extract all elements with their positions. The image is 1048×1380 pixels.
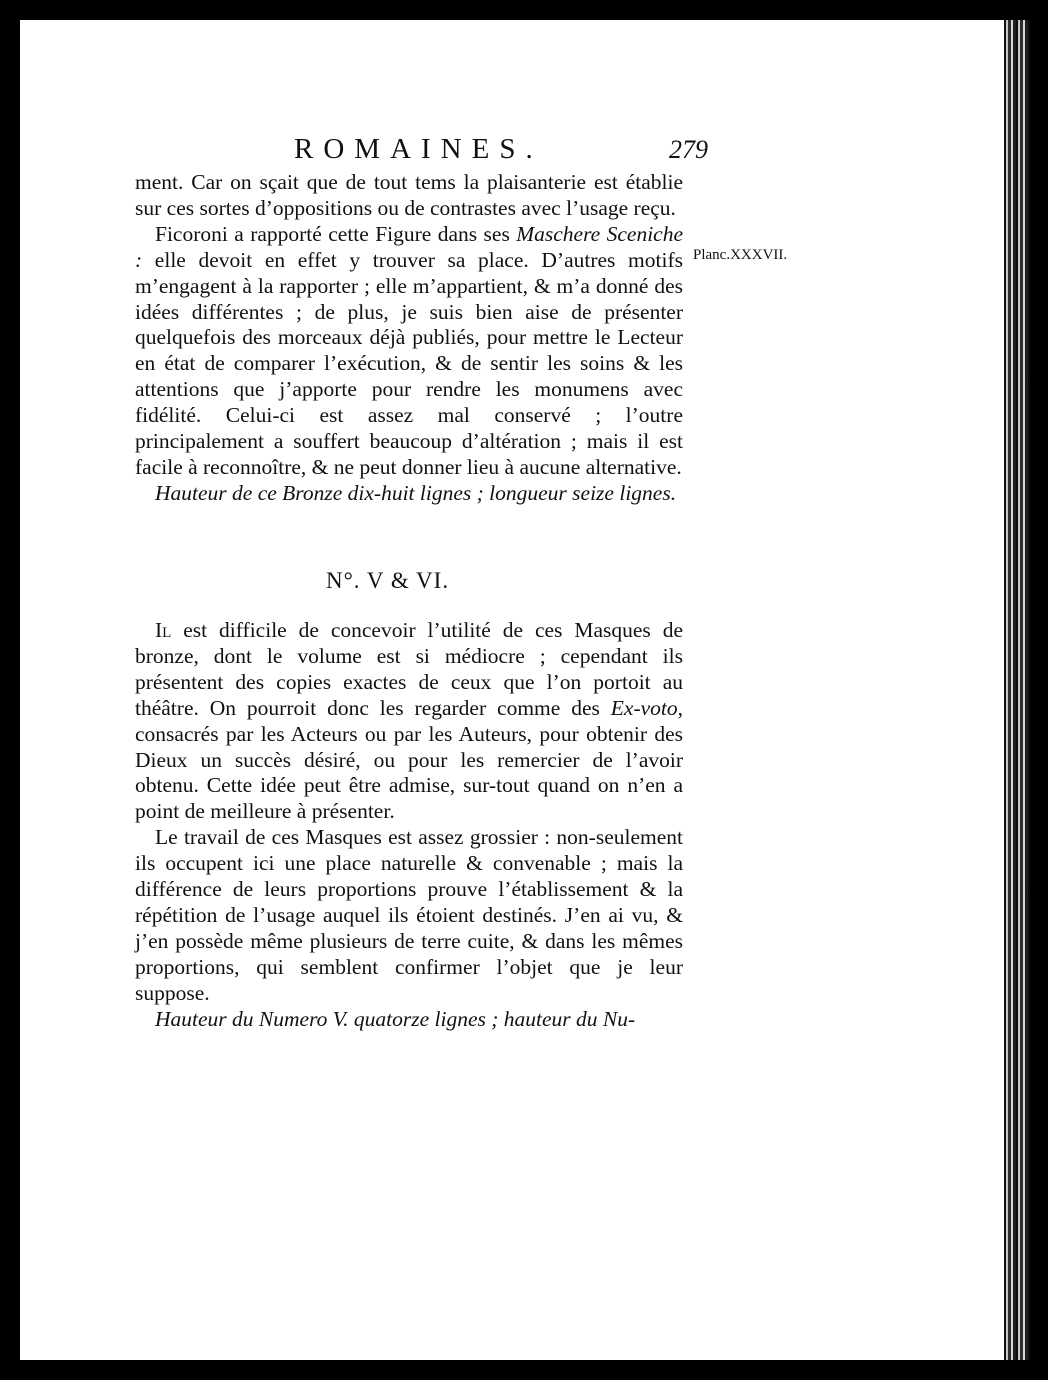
dimensions-note-2: Hauteur du Numero V. quatorze lignes ; hauteur du Nu- [155, 1006, 636, 1031]
paragraph-ficoroni-text-b: elle devoit en effet y trouver sa place. D’autres motifs m’engagent à la rapporter ; elle m’appartient, & m’a donné des idées différentes ; de plus, je suis bien aise de présenter quelquefois des morceaux déjà publiés, pour mettre le Lecteur en état de comparer l’exécution, & de sentir les soins & les attentions que j’apporte pour rendre les monumens avec fidélité. Celui-ci est assez mal conservé ; l’outre principalement a souffert beaucoup d’altération ; mais il est facile à reconnoître, & ne peut donner lieu à aucune alternative. [135, 247, 683, 479]
text-block-2 [135, 618, 683, 1033]
dimensions-note-1: Hauteur de ce Bronze dix-huit lignes ; longueur seize lignes. [155, 480, 677, 505]
paragraph-continuation: ment. Car on sçait que de tout tems la plaisanterie est établie sur ces sortes d’oppositions ou de contrastes avec l’usage reçu. [135, 170, 683, 220]
initial-word: Il [155, 618, 172, 642]
paragraph-masques-text-a: est difficile de concevoir l’utilité de ces Masques de bronze, dont le volume est si médiocre ; cependant ils présentent des copies exactes de ceux que l’on portoit au théâtre. On pourroit donc les regarder comme des [135, 618, 683, 720]
book-spine-edge [1004, 20, 1030, 1360]
page-number: 279 [669, 135, 708, 164]
book-title-italic: Maschere Sceniche : [135, 221, 684, 272]
paragraph-masques-text-b: , consacrés par les Acteurs ou par les Auteurs, pour obtenir des Dieux un succès désiré, ou pour les remercier de l’avoir obtenu. Cette idée peut être admise, sur-tout quand on n’en a point de meilleure à présenter. [135, 695, 683, 824]
paragraph-ficoroni [135, 222, 683, 481]
paragraph-ficoroni-text-a: Ficoroni a rapporté cette Figure dans ses [155, 221, 517, 246]
section-heading: N°. V & VI. [326, 568, 450, 593]
page-header [294, 133, 708, 166]
ex-voto-italic: Ex-voto [610, 695, 678, 720]
text-block-1 [135, 170, 683, 507]
plate-reference: Planc.XXXVII. [693, 247, 788, 263]
paragraph-travail: Le travail de ces Masques est assez grossier : non-seulement ils occupent ici une place naturelle & convenable ; mais la différence de leurs proportions prouve l’établissement & la répétition de l’usage auquel ils étoient destinés. J’en ai vu, & j’en possède même plusieurs de terre cuite, & dans les mêmes proportions, qui semblent confirmer l’objet que je leur suppose. [135, 825, 683, 1005]
paragraph-masques [135, 618, 683, 825]
running-title: ROMAINES. [294, 133, 543, 165]
